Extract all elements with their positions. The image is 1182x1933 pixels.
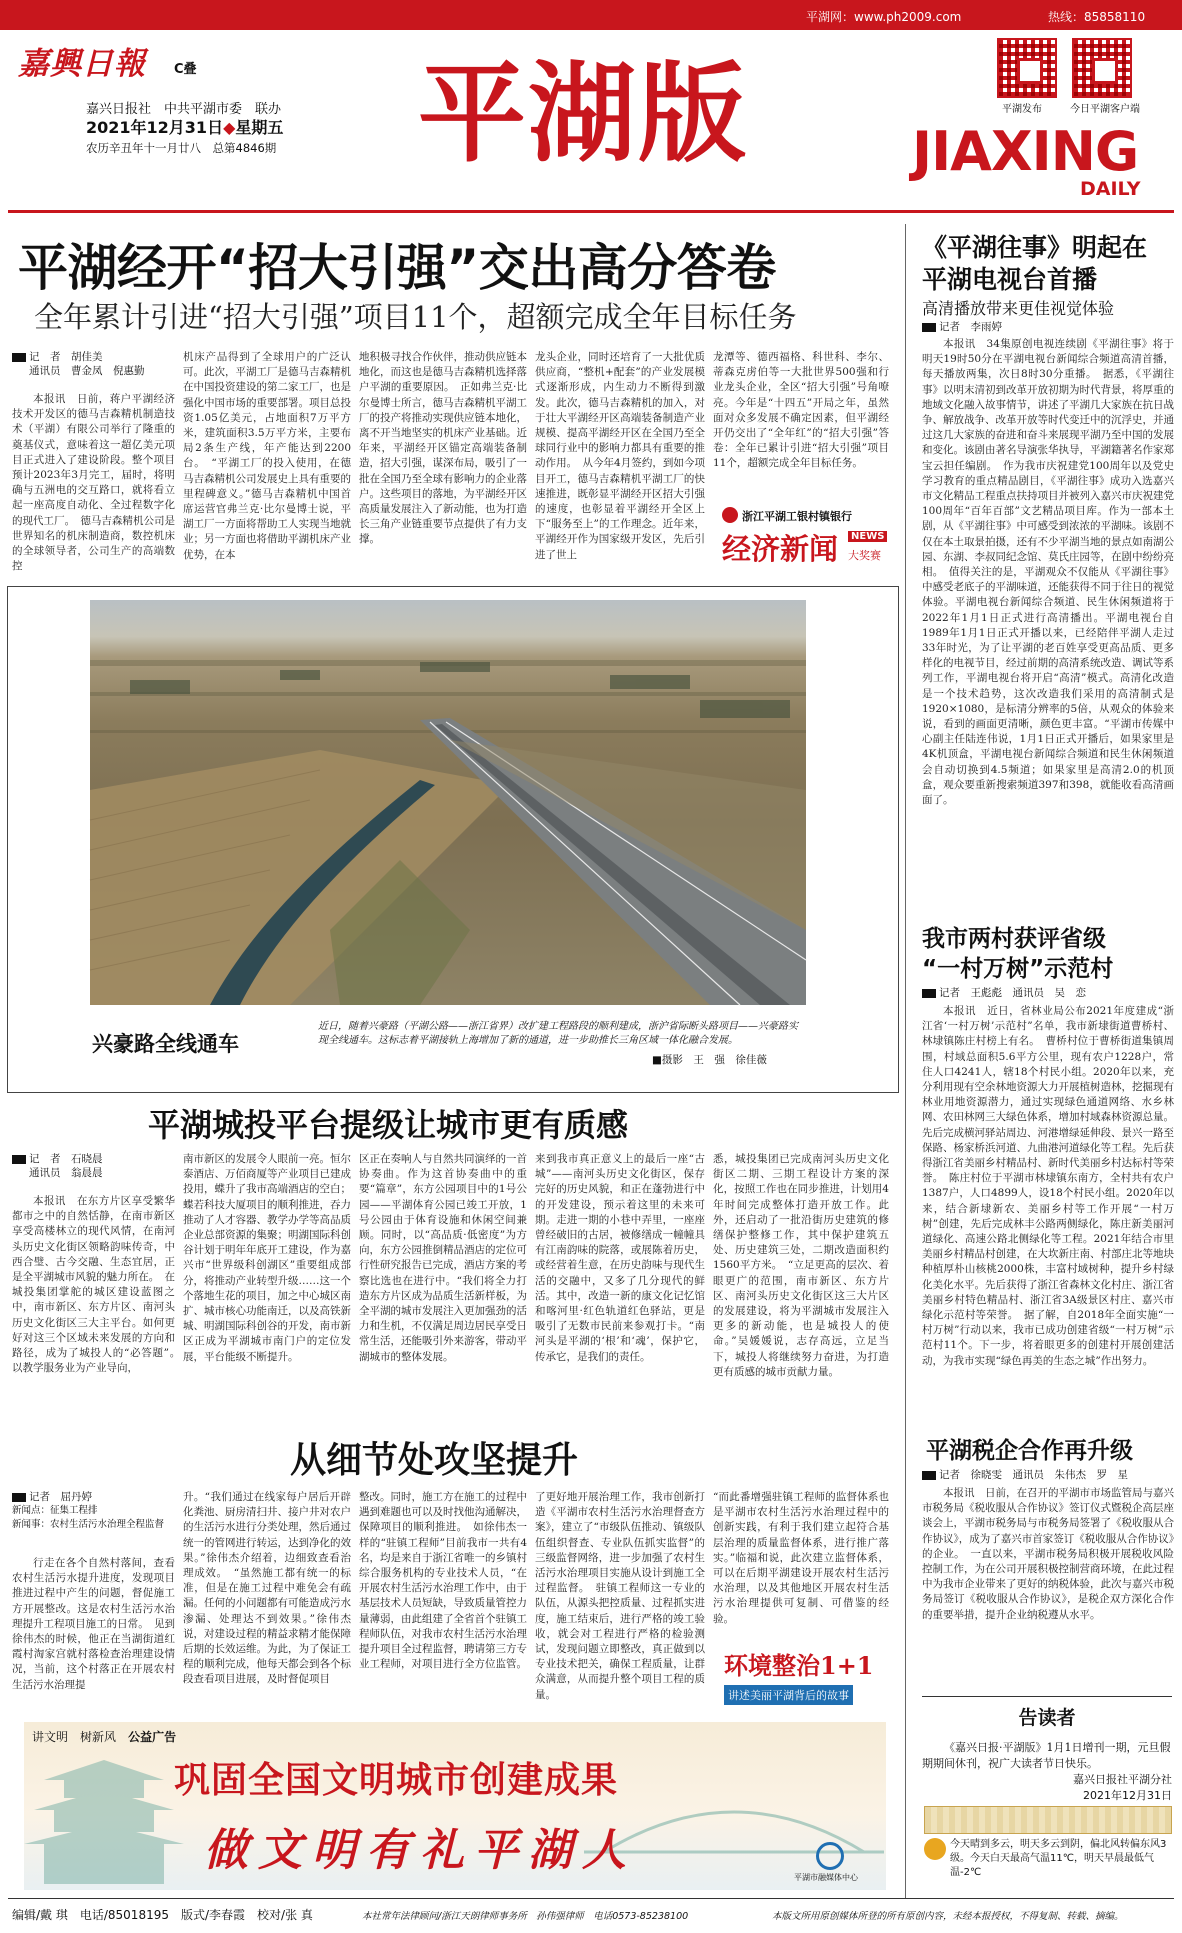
notice-date: 2021年12月31日 [1083, 1789, 1172, 1802]
lead-column-2: 机床产品得到了全球用户的广泛认可。此次，平湖工厂是德马吉森精机在中国投资建设的第二家工厂，也是强化中国市场的重要部署。项目总投资1.05亿美元，占地面积7万平方米，建筑面积3.5万平方米，主要布局2条生产线，年产能达到2200台。 “平湖工厂的投入使用，在德马吉森精机公司发展史上具有重要的里程碑意义。”德马吉森精机中国首席运营官弗兰克·比尔曼博士说，平湖工厂一方面将帮助工人实现当地就业；另一方面也将借助平湖机床产业优势，在本 [183, 351, 351, 561]
footer-legal: 本社常年法律顾问/浙江天朗律师事务所 孙伟强律师 电话0573-85238100 [362, 1911, 689, 1922]
edition-code: C叠 [174, 62, 197, 77]
story2-byline: 记 者 石晓晨 通讯员 翁晨晨 [12, 1152, 152, 1180]
footer-rule [8, 1898, 1174, 1899]
photo-caption: 近日，随着兴豪路（平湖公路——浙江省界）改扩建工程路段的顺利建成，浙沪省际断头路项目——兴豪路实现全线通车。这标志着平湖接轨上海增加了新的通道，进一步助推长三角区域一体化融合发展。 [318, 1021, 798, 1046]
environment-banner [724, 1646, 888, 1708]
photo-credit: ■摄影 王 强 徐佳薇 [652, 1054, 767, 1066]
weather-text: 今天晴到多云，明天多云到阴，偏北风转偏东风3级。今天白天最高气温11℃，明天早晨最低气温-2℃ [950, 1839, 1167, 1878]
side3-body: 本报讯 日前，在召开的平湖市市场监管局与嘉兴市税务局《税收服从合作协议》签订仪式暨税企高层座谈会上，平湖市税务局与市税务局签署了《税收服从合作协议》，成为了嘉兴市首家签订《税收服从合作协议》的企业。 一直以来，平湖市税务局积极开展税收风险控制工作，为在公司开展积极控制营商环境，在此过程中为我市企业带来了更好的纳税体验，此次与嘉兴市税务局签订《税收服从合作协议》，是税企双方深化合作的重要举措，提升企业纳税遵从水平。 [922, 1487, 1174, 1621]
side2-headline-line1: 我市两村获评省级 [922, 926, 1106, 952]
footer-copyright: 本版文所用原创媒体所登的所有原创内容，未经本报授权，不得复制、转载、摘编。 [772, 1911, 1124, 1922]
ad-title: 巩固全国文明城市创建成果 [174, 1759, 619, 1801]
lead-headline: 平湖经开“招大引强”交出高分答卷 [18, 239, 776, 297]
public-ad [24, 1722, 886, 1890]
qr2-label: 今日平湖客户端 [1070, 104, 1140, 115]
notice-title: 告读者 [1018, 1707, 1076, 1729]
issue-date-row [86, 115, 283, 138]
lead-column-1: 本报讯 日前，蒋户平湖经济技术开发区的德马吉森精机制造技术（平湖）有限公司举行了隆重的奠基仪式，意味着这一超亿美元项目正式进入了建设阶段。整个项目预计2023年3月完工，届时，将明确与五洲电的交互路口，就将看立起一座高度自动化、全过程数字化的现代工厂。 德马吉森精机公司是世界知名的机床制造商，数控机床的全球领导者，公司生产的高端数控 [12, 393, 175, 573]
side1-byline: 记者 李雨婷 [922, 320, 1002, 334]
byline-marker-icon [922, 989, 936, 998]
sponsor-news-sub: 大奖赛 [848, 549, 881, 562]
lead-byline: 记 者 胡佳美 通讯员 曹金凤 倪惠勤 [12, 350, 152, 378]
side3-headline: 平湖税企合作再升级 [926, 1438, 1133, 1464]
story3-byline: 记者 屈丹婷 新闻点：征集工程排 新闻事：农村生活污水治理全程监督 [12, 1491, 165, 1530]
side2-headline-line2: “一村万树”示范村 [922, 956, 1114, 982]
side1-headline-line1: 《平湖往事》明起在 [922, 233, 1148, 262]
site-url: 平湖网：www.ph2009.com [806, 10, 962, 24]
hotline: 热线：85858110 [1048, 10, 1146, 24]
bank-logo-icon [722, 507, 738, 523]
side1-subhead: 高清播放带来更佳视觉体验 [922, 299, 1115, 318]
qr-code-pinghu-app [1072, 38, 1132, 98]
notice-sign: 嘉兴日报社平湖分社 [1073, 1773, 1172, 1786]
sponsor-news: 经济新闻 [722, 532, 839, 566]
story3-column-1: 行走在各个自然村落间，查看农村生活污水提升进度，发现项目推进过程中产生的问题，督促施工方开展整改。这是农村生活污水治理提升工程项目施工的日常。 见到徐伟杰的时候，他正在当湖街道红霞村淘家宫就村落检查治理建设情况，当前，这个村落正在开展农村生活污水治理提 [12, 1557, 175, 1691]
lead-column-3: 地积极寻找合作伙伴，推动供应链本地化，而这也是德马吉森精机选择落户平湖的重要原因。 正如弗兰克·比尔曼博士所言，德马吉森精机平湖工厂的投产将推动实现供应链本地化，离不开当地坚实的机床产业基础。近年来，平湖经开区锚定高端装备制造，招大引强，谋深布局，吸引了一批在全国乃至全球有影响力的企业落户。这些项目的落地，为平湖经开区高质量发展注入了新动能，也为打造长三角产业链重要节点提供了有力支撑。 [359, 351, 527, 546]
story2-column-5: 悉，城投集团已完成南河头历史文化街区二期、三期工程设计方案的深化，按照工作也在同步推进，计划用4年时间完成整体打造开放工作。此外，还启动了一批沿街历史建筑的修缮保护整修工作，其中保护建筑五处、历史建筑三处，二期改造面积约1560平方米。 “立足更高的层次、着眼更广的范围，南市新区、东方片区、南河头历史文化街区这三大片区的发展建设，将为平湖城市发展注入更多的新动能，也是城投人的使命。”吴媛媛说，志存高远，立足当下，城投人将继续努力奋进，为打造更有质感的城市贡献力量。 [713, 1153, 889, 1378]
sponsor-bank: 浙江平湖工银村镇银行 [742, 510, 852, 523]
banner-title: 环境整治1+1 [724, 1651, 874, 1680]
byline-marker-icon [922, 323, 936, 332]
sidebar-divider [905, 224, 906, 1899]
sponsor-news-en: NEWS [848, 531, 887, 542]
notice-body: 《嘉兴日报·平湖版》1月1日增刊一期，元旦假期期间休刊，祝广大读者节日快乐。 [922, 1741, 1171, 1770]
byline-marker-icon [922, 1471, 936, 1480]
ad-tab-2: 树新风 [80, 1730, 117, 1744]
lead-column-5: 龙潭等、德西福格、科世科、李尔、蒂森克虏伯等一大批世界500强和行业龙头企业，全区“招大引强”号角嘹亮。今年是“十四五”开局之年，虽然面对众多发展不确定因素，但平湖经开仍交出了“全年红”的“招大引强”答卷：全年已累计引进“招大引强”项目11个，超额完成全年目标任务。 [713, 351, 889, 470]
story2-column-4: 来到我市真正意义上的最后一座“古城”——南河头历史文化街区，保存完好的历史风貌，和正在蓬勃进行中的开发建设，预示着这里的未来可期。走进一期的小巷中弄里，一座座曾经破旧的古居，被修缮成一幢幢具有江南韵味的院落，或展陈着历史，或经营着生意，在历史韵味与现代生活的交融中，又多了几分现代的鲜活。其中，改造一新的康文化记忆馆和喀河里·红色轨道红色驿站，更是吸引了无数市民前来参观打卡。“南河头是平湖的‘根’和‘魂’，保护它，传承它，是我们的责任。 [535, 1153, 705, 1363]
story2-headline: 平湖城投平台提级让城市更有质感 [148, 1106, 629, 1144]
story2-column-2: 南市新区的发展令人眼前一亮。恒尔泰酒店、万佰商厦等产业项目已建成投用，蝶升了我市高端酒店的空白；蝶若科技大厦项目的顺利推进，吞力推动了人才容器、教学办学等高品质企业总部资源的集聚；明湖国际科创谷计划于明年年底开工建设，作为嘉兴市“世界级科创湖区”重要组成部分，将推动产业转型升级……这一个个落地生花的项目，加之中心城区南扩、城市核心功能南迁，以及高铁新城、明湖国际科创谷的开发，南市新区正成为平湖城市南门户的定位发展，平台能级不断提升。 [183, 1153, 351, 1363]
side2-body: 本报讯 近日，省林业局公布2021年度建成“浙江省‘一村万树’示范村”名单，我市新埭街道曹桥村、林埭镇陈庄村榜上有名。 曹桥村位于曹桥街道集镇周围，村域总面积5.6平方公里，现有农户1228户，常住人口4241人，辖18个村民小组。2020年以来，充分利用现有空余林地资源大力开展植树造林，挖掘现有林业用地资源潜力，通过实现绿色通道网络、水乡林网、农田林网三大绿色体系，增加村域森林资源总量。先后完成横河驿站周边、河港增绿延伸段、景兴一路至保路、杨家桥浜河道、九曲港河道绿化等工程。先后获得浙江省美丽乡村精品村、新时代美丽乡村达标村等荣誉。 陈庄村位于平湖市林埭镇东南方，全村共有农户1387户，人口4899人，设18个村民小组。2020年以来，结合新埭新农、美丽乡村等工作开展“一村万树”创建，先后完成林丰公路两侧绿化，陈庄新美丽河道绿化、高速公路北侧绿化等工程。2021年结合市里美丽乡村精品村创建，在大坎新庄南、村部庄北等地块种植厚朴山核桃2000株，丰富村域树种，提升乡村绿化美化水平。先后获得了浙江省森林文化村庄、浙江省美丽乡村特色精品村、浙江省3A级景区村庄、嘉兴市绿化示范村等荣誉。 据了解，自2018年全面实施“一村万树”行动以来，我市已成功创建省级“一村万树”示范村11个。下一步，将着眼更多的创建村开展创建活动，为我市实现“绿色再美的生态之城”作出努力。 [922, 1005, 1174, 1367]
lead-subhead: 全年累计引进“招大引强”项目11个，超额完成全年目标任务 [34, 300, 797, 334]
byline-marker-icon [12, 1155, 26, 1164]
pagoda-illustration [24, 1740, 184, 1890]
publishers: 嘉兴日报社 中共平湖市委 联办 [86, 102, 282, 117]
edition-title: 平湖版 [418, 51, 749, 177]
side1-headline-line2: 平湖电视台首播 [922, 265, 1098, 294]
byline-marker-icon [12, 1493, 26, 1502]
ad-org: 平湖市融媒体中心 [794, 1873, 858, 1882]
side3-byline: 记者 徐晓雯 通讯员 朱伟杰 罗 星 [922, 1468, 1128, 1482]
story3-column-4: 了更好地开展治理工作，我市创新打造《平湖市农村生活污水治理督查方案》，建立了“市级队伍推动、镇级队伍组织督查、专业队伍抓实监督”的三级监督网络，进一步加强了农村生活污水治理项目实施从设计到施工全过程监督。 驻镇工程师这一专业的队伍，从源头把控质量、过程抓实进度，施工结束后，进行严格的竣工验收，就会对工程进行严格的检验测试，发现问题立即整改，真正做到以专业技术把关，确保工程质量，让群众满意，从而提升整个项目工程的质量。 [535, 1491, 705, 1701]
side1-body: 本报讯 34集原创电视连续剧《平湖往事》将于明天19时50分在平湖电视台新闻综合频道高清首播，每天播放两集，次日8时30分重播。 据悉，《平湖往事》以明末清初到改革开放初期为时代背景，将厚重的地域文化融入故事情节，讲述了平湖几大家族在抗日战争、解放战争、改革开放等时代变迁中的沉浮史，并通过这几大家族的奋进和奋斗来展现平湖乃至中国的发展和变化。该剧由著名导演张华执导，平湖籍著名作家郑宝云担任编剧。 作为我市庆祝建党100周年以及党史学习教育的重点精品剧目，《平湖往事》成功入选嘉兴市文化精品工程重点扶持项目并被列入嘉兴市庆祝建党100周年“百年百部”文艺精品项目库。作为一部本土剧，从《平湖往事》中可感受到浓浓的平湖味。该剧不仅在本土取景拍摄，还有不少平湖当地的景点如南湖公园、东湖、李叔同纪念馆、莫氏庄园等，在剧中纷纷亮相。 值得关注的是，平湖观众不仅能从《平湖往事》中感受老底子的平湖味道，还能获得不同于往日的视觉体验。平湖电视台新闻综合频道、民生休闲频道将于2022年1月1日正式进行高清播出。平湖电视台自1989年1月1日正式开播以来，已经陪伴平湖人走过33年时光，为了让平湖的老百姓享受更高品质、更多样化的电视节目，经过前期的高清系统改造、调试等系列工作，平湖电视台将开启“高清”模式。高清化改造是一个技术趋势，这次改造我们采用的高清制式是1920×1080，是标清分辨率的5倍，从观众的体验来说，看到的画面更清晰，颜色更丰富。“平湖市传媒中心副主任陆连伟说，1月1日正式开播后，如果家里是4K机顶盒，平湖电视台新闻综合频道和民生休闲频道会自动切换到4.5频道；如果家里是高清2.0的机顶盒，观众要重新搜索频道397和398，就能收看高清画面了。 [922, 338, 1174, 807]
qr1-label: 平湖发布 [1002, 104, 1042, 115]
byline-marker-icon [12, 353, 26, 362]
newspaper-logo: 嘉興日報 [18, 46, 146, 82]
story3-headline: 从细节处攻坚提升 [290, 1440, 579, 1481]
issue-date: 2021年12月31日 [86, 118, 224, 137]
banner-subtitle: 讲述美丽平湖背后的故事 [724, 1685, 853, 1705]
road-aerial-photo [90, 600, 806, 1005]
story3-column-3: 整改。同时，施工方在施工的过程中遇到难题也可以及时找他沟通解决，保障项目的顺利推进。 如徐伟杰一样的“驻镇工程师”目前我市一共有4名，均是来自于浙江省唯一的乡镇村综合服务机构的专业技术人员，“在开展农村生活污水治理工作中，由于基层技术人员短缺，导致质量管控力量薄弱，由此组建了全省首个驻镇工程师队伍，对我市农村生活污水治理提升项目全过程监督，聘请第三方专业工程师，对项目进行全方位监管。 [359, 1491, 527, 1671]
ad-tab-1: 讲文明 [32, 1730, 69, 1744]
brand-daily: DAILY [1080, 178, 1141, 200]
lunar-date: 农历辛丑年十一月廿八 总第4846期 [86, 141, 277, 155]
lead-column-4: 龙头企业，同时还培育了一大批优质供应商，“整机+配套”的产业发展模式逐渐形成，内生动力不断得到激发。此次，德马吉森精机的加入，对于壮大平湖经开区高端装备制造产业规模、提高平湖经开区在全国乃至全球同行业中的影响力都具有重要的推动作用。 从今年4月签约，到如今项目开工，德马吉森精机平湖工厂的快速推进，既彰显平湖经开区招大引强的速度，也彰显着平湖经开全区上下“服务至上”的工作理念。近年来，平湖经开作为国家级开发区，先后引进了世上 [535, 351, 705, 561]
ad-tab-3: 公益广告 [128, 1730, 177, 1744]
road-photo-svg [90, 600, 806, 1005]
brand-jiaxing: JIAXING [912, 120, 1139, 183]
story3-column-5: “而此番增强驻镇工程师的监督体系也是平湖市农村生活污水治理过程中的创新实践，有利于我们建立起符合基层治理的质量监督体系，进行推广落实。”临福和说，此次建立监督体系，可以在后期平湖建设开展农村生活污水治理，以及其他地区开展农村生活污水治理提供可复制、可借鉴的经验。 [713, 1491, 889, 1625]
qr-code-pinghu-fabu [997, 38, 1057, 98]
diamond-icon: ◆ [223, 118, 236, 137]
weekday: 星期五 [235, 118, 284, 137]
weather-banner [924, 1806, 1172, 1834]
weather-icon [924, 1838, 946, 1860]
media-center-logo-icon [816, 1842, 844, 1870]
top-bar [0, 0, 1182, 30]
story3-column-2: 升。“我们通过在线家每户居后开辟化粪池、厨房清扫井、接户井对农户的生活污水进行分类处理，然后通过统一的管网进行转运，达到净化的效果。”徐伟杰介绍着，边细致查看治理成效。 “虽然施工都有统一的标准，但是在施工过程中难免会有疏漏。任何的小问题都有可能造成污水渗漏、处理达不到效果。”徐伟杰说，对建设过程的精益求精才能保障后期的长效运维。为此，为了保证工程的顺利完成，他每天都会到各个标段查看项目进展，及时督促项目 [183, 1491, 351, 1686]
story2-column-3: 区正在奏响人与自然共同演绎的一首协奏曲。作为这首协奏曲中的重要“篇章”，东方公园项目中的1号公园——平湖体育公园已竣工开放，1号公园由于体育设施和休闲空间兼顾。同时，以“高品质·低密度”为方向，东方公园推倒精品酒店的定位可行性研究报告已完成，酒店方案的考察比选也在进行中。“我们将全力打造东方片区成为品质生活新样板，为全平湖的城市发展注入更加强劲的活力和生机，不仅满足周边居民享受日常生活，还能吸引外来游客，带动平湖城市的整体发展。 [359, 1153, 527, 1363]
side2-byline: 记者 王彪彪 通讯员 吴 恋 [922, 986, 1086, 1000]
ad-slogan: 做文明有礼平湖人 [204, 1825, 636, 1876]
masthead-rule [8, 210, 1174, 213]
footer-editor: 编辑/戴 琪 电话/85018195 版式/李春霞 校对/张 真 [12, 1908, 313, 1922]
story2-column-1: 本报讯 在东方片区享受繁华都市之中的自然恬静，在南市新区享受高楼林立的现代风情，在南河头历史文化街区领略韵味传奇，中西合璧、古今交融、生态宜居，正是全平湖城市风貌的魅力所在。 在城投集团掌舵的城区建设蓝图之中，南市新区、东方片区、南河头历史文化街区三大主平台。如何更好对这三个区域未来发展的方向和路径，成为了城投人的“必答题”。 以教学服务业为产业导向， [12, 1195, 186, 1375]
photo-title: 兴豪路全线通车 [92, 1032, 239, 1056]
sponsor-box [718, 505, 890, 565]
weather-box [924, 1806, 1172, 1892]
